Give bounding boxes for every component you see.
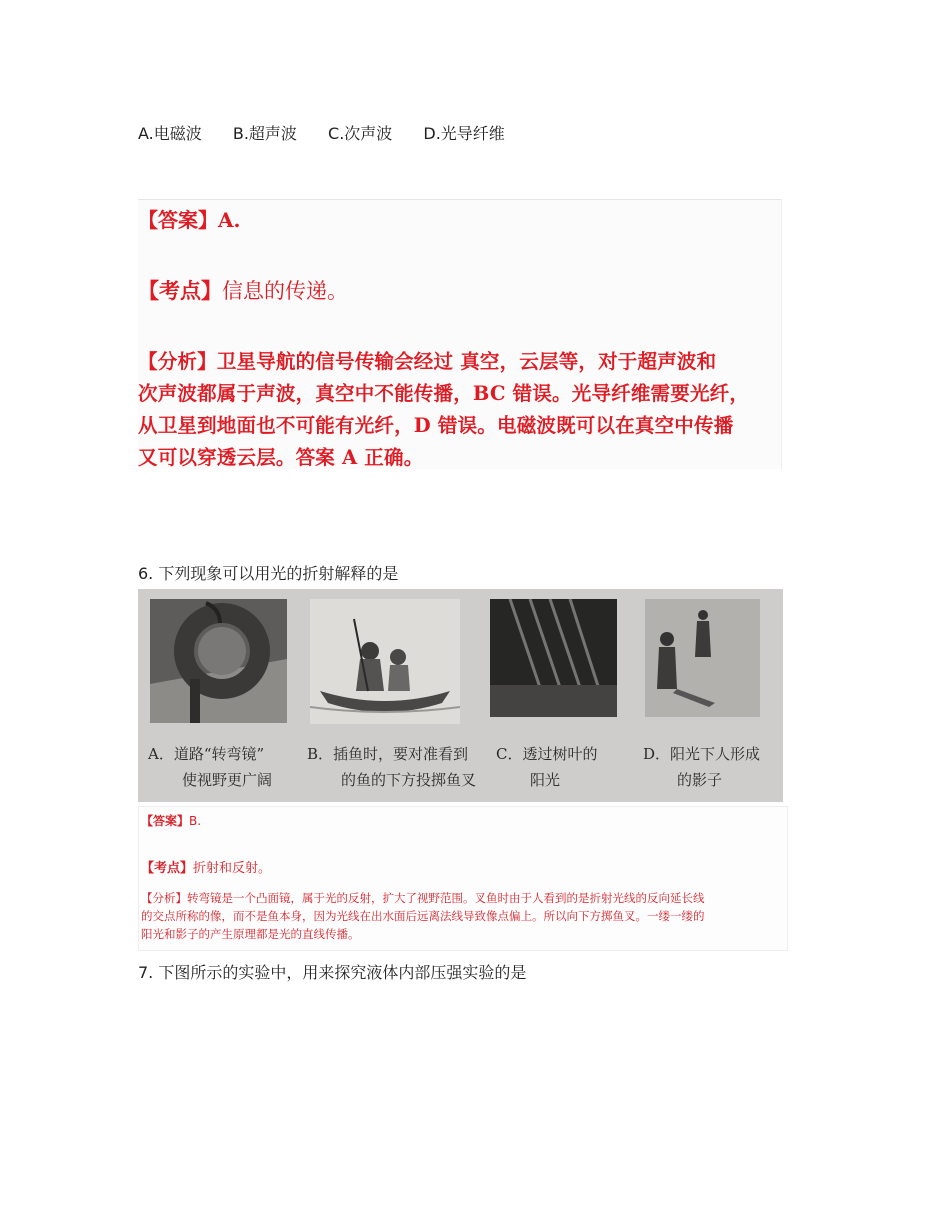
fenxi-line: 又可以穿透云层。答案 A 正确。	[138, 446, 424, 469]
fenxi-paragraph	[138, 346, 749, 474]
kaodian-tag: 【考点】	[141, 861, 194, 876]
answer-tag: 【答案】	[141, 814, 190, 828]
question-6-figure	[138, 589, 783, 802]
mirror-photo	[150, 599, 287, 723]
kaodian-line	[141, 857, 271, 876]
kaodian-value: 信息的传递。	[222, 279, 348, 303]
fenxi-line: 次声波都属于声波，真空中不能传播，BC 错误。光导纤维需要光纤，	[138, 382, 750, 405]
caption-b-line-2: 的鱼的下方投掷鱼叉	[341, 771, 477, 789]
option-c: C.次声波	[328, 124, 393, 143]
caption-d-line-2: 的影子	[677, 771, 723, 789]
answer-value: B.	[189, 814, 202, 828]
fenxi-line: 从卫星到地面也不可能有光纤，D 错误。电磁波既可以在真空中传播	[138, 414, 734, 437]
shadow-photo	[645, 599, 760, 717]
question-7: 7. 下图所示的实验中，用来探究液体内部压强实验的是	[138, 963, 527, 982]
question-6: 6. 下列现象可以用光的折射解释的是	[138, 564, 399, 583]
caption-c-line-1: C．透过树叶的	[496, 745, 598, 763]
option-d: D.光导纤维	[423, 124, 505, 143]
caption-b	[307, 741, 476, 793]
fenxi-line: 的交点所称的像，而不是鱼本身，因为光线在出水面后远离法线导致像点偏上。所以向下方掷鱼叉。一缕一缕的	[141, 909, 705, 923]
kaodian-value: 折射和反射。	[193, 861, 272, 876]
answer-value: A.	[218, 208, 241, 232]
caption-c-line-2: 阳光	[530, 771, 561, 789]
fenxi-line: 阳光和影子的产生原理都是光的直线传播。	[141, 927, 360, 941]
caption-b-line-1: B．插鱼时，要对准看到	[307, 745, 469, 763]
answer-options	[138, 121, 531, 144]
answer-explanation-image-1	[138, 199, 782, 469]
sunlight-through-leaves-photo	[490, 599, 617, 717]
fenxi-line: 【分析】卫星导航的信号传输会经过 真空，云层等，对于超声波和	[138, 350, 717, 373]
answer-tag: 【答案】	[138, 208, 218, 232]
caption-c	[496, 741, 597, 793]
fenxi-line: 【分析】转弯镜是一个凸面镜，属于光的反射，扩大了视野范围。叉鱼时由于人看到的是折射光线的反向延长线	[141, 891, 705, 905]
kaodian-line	[138, 275, 348, 305]
option-b: B.超声波	[232, 124, 297, 143]
answer-line	[138, 204, 240, 233]
answer-line	[141, 812, 201, 829]
answer-explanation-image-2	[138, 806, 788, 951]
caption-d	[643, 741, 760, 793]
option-a: A.电磁波	[138, 124, 202, 143]
caption-a-line-2: 使视野更广阔	[182, 771, 273, 789]
caption-d-line-1: D．阳光下人形成	[643, 745, 761, 763]
caption-a-line-1: A．道路“转弯镜”	[148, 745, 265, 763]
fishing-photo	[310, 599, 460, 724]
caption-a	[148, 741, 272, 793]
kaodian-tag: 【考点】	[138, 278, 222, 303]
fenxi-paragraph	[141, 889, 705, 943]
